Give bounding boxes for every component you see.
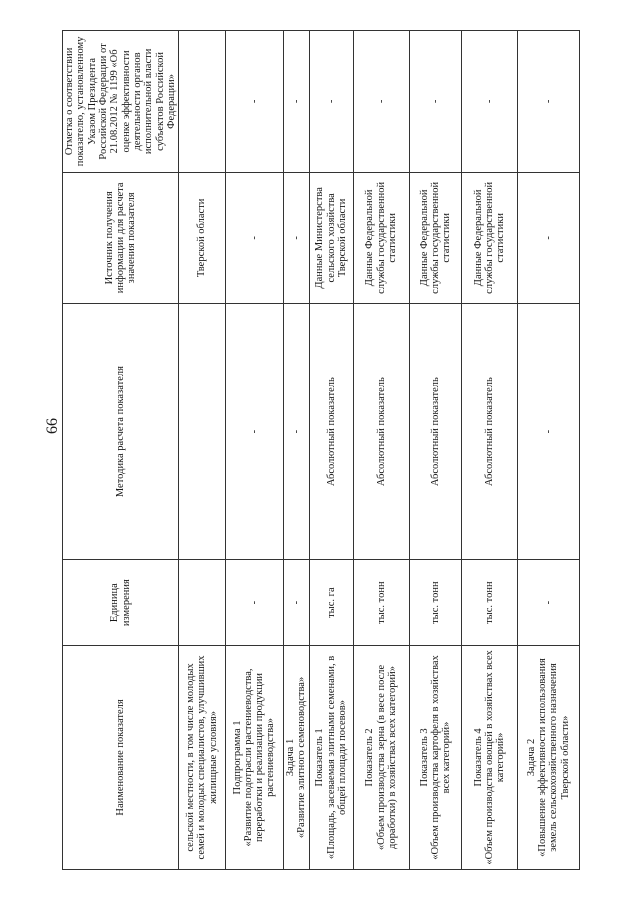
indicator-title: Задача 2 [525,738,537,777]
indicator-description: «Площадь, засеваемая элитными семенами, в общей площади посевов» [325,655,348,860]
table-row [283,31,309,870]
indicator-name-cell [309,645,353,869]
indicator-name-cell [517,645,579,869]
source-cell: - [283,172,309,303]
header-source: Источник получения информации для расчета значения показателя [63,172,179,303]
indicator-description: «Объем производства картофеля в хозяйствах всех категорий» [430,655,453,860]
indicator-name-cell [462,645,517,869]
unit-cell: тыс. тонн [462,560,517,646]
mark-cell: - [225,31,283,173]
unit-cell: - [517,560,579,646]
indicator-name-cell [283,645,309,869]
mark-cell: - [410,31,462,173]
table-row [179,31,225,870]
header-mark: Отметка о соответствии показателю, установленному Указом Президента Российской Федерации от 21.08.2012 № 1199 «Об оценке эффективности деятельности органов исполнительной власти субъектов Российской Федерации» [63,31,179,173]
source-cell: Данные Федеральной службы государственной статистики [353,172,409,303]
mark-cell: - [462,31,517,173]
source-cell: Данные Федеральной службы государственной статистики [462,172,517,303]
unit-cell: - [283,560,309,646]
table-row [225,31,283,870]
indicator-title: Задача 1 [284,738,296,777]
method-cell: Абсолютный показатель [309,303,353,560]
mark-cell: - [353,31,409,173]
table-row [517,31,579,870]
method-cell [179,303,225,560]
header-unit: Единица измерения [63,560,179,646]
indicator-description: «Объем производства овощей в хозяйствах всех категорий» [483,650,507,865]
indicator-title: Подпрограмма 1 [231,720,243,795]
unit-cell: тыс. тонн [353,560,409,646]
method-cell: Абсолютный показатель [462,303,517,560]
indicators-table [62,30,580,870]
table-row [353,31,409,870]
indicator-name-cell [410,645,462,869]
page-number: 66 [44,418,61,434]
unit-cell [179,560,225,646]
indicator-title: Показатель 1 [314,728,326,787]
indicator-description: «Повышение эффективности использования земель сельскохозяйственного назначения Тверской области» [536,658,571,857]
rotated-table-container [62,30,580,870]
table-row [309,31,353,870]
mark-cell: - [309,31,353,173]
method-cell: - [517,303,579,560]
source-cell: - [517,172,579,303]
indicator-title: Показатель 2 [364,728,376,787]
method-cell: Абсолютный показатель [410,303,462,560]
indicator-name-cell [225,645,283,869]
indicator-description: «Развитие подотрасли растениеводства, переработки и реализации продукции растениеводства» [242,668,277,847]
mark-cell [179,31,225,173]
indicator-description: «Объем производства зерна (в весе после доработки) в хозяйствах всех категорий» [375,664,399,851]
table-row [462,31,517,870]
indicator-name-cell [179,645,225,869]
header-name: Наименование показателя [63,645,179,869]
method-cell: Абсолютный показатель [353,303,409,560]
method-cell: - [225,303,283,560]
source-cell: Тверской области [179,172,225,303]
unit-cell: - [225,560,283,646]
table-row [410,31,462,870]
method-cell: - [283,303,309,560]
source-cell: Данные Федеральной службы государственной статистики [410,172,462,303]
header-method: Методика расчета показателя [63,303,179,560]
source-cell: Данные Министерства сельского хозяйства Тверской области [309,172,353,303]
source-cell: - [225,172,283,303]
indicator-description: «Развитие элитного семеноводства» [296,676,308,839]
mark-cell: - [283,31,309,173]
indicator-title: Показатель 3 [418,728,430,787]
unit-cell: тыс. га [309,560,353,646]
mark-cell: - [517,31,579,173]
indicator-description: сельской местности, в том числе молодых семей и молодых специалистов, улучшивших жилищные условия» [184,655,219,860]
table-header-row [63,31,179,870]
indicator-name-cell [353,645,409,869]
unit-cell: тыс. тонн [410,560,462,646]
indicator-title: Показатель 4 [472,728,484,787]
